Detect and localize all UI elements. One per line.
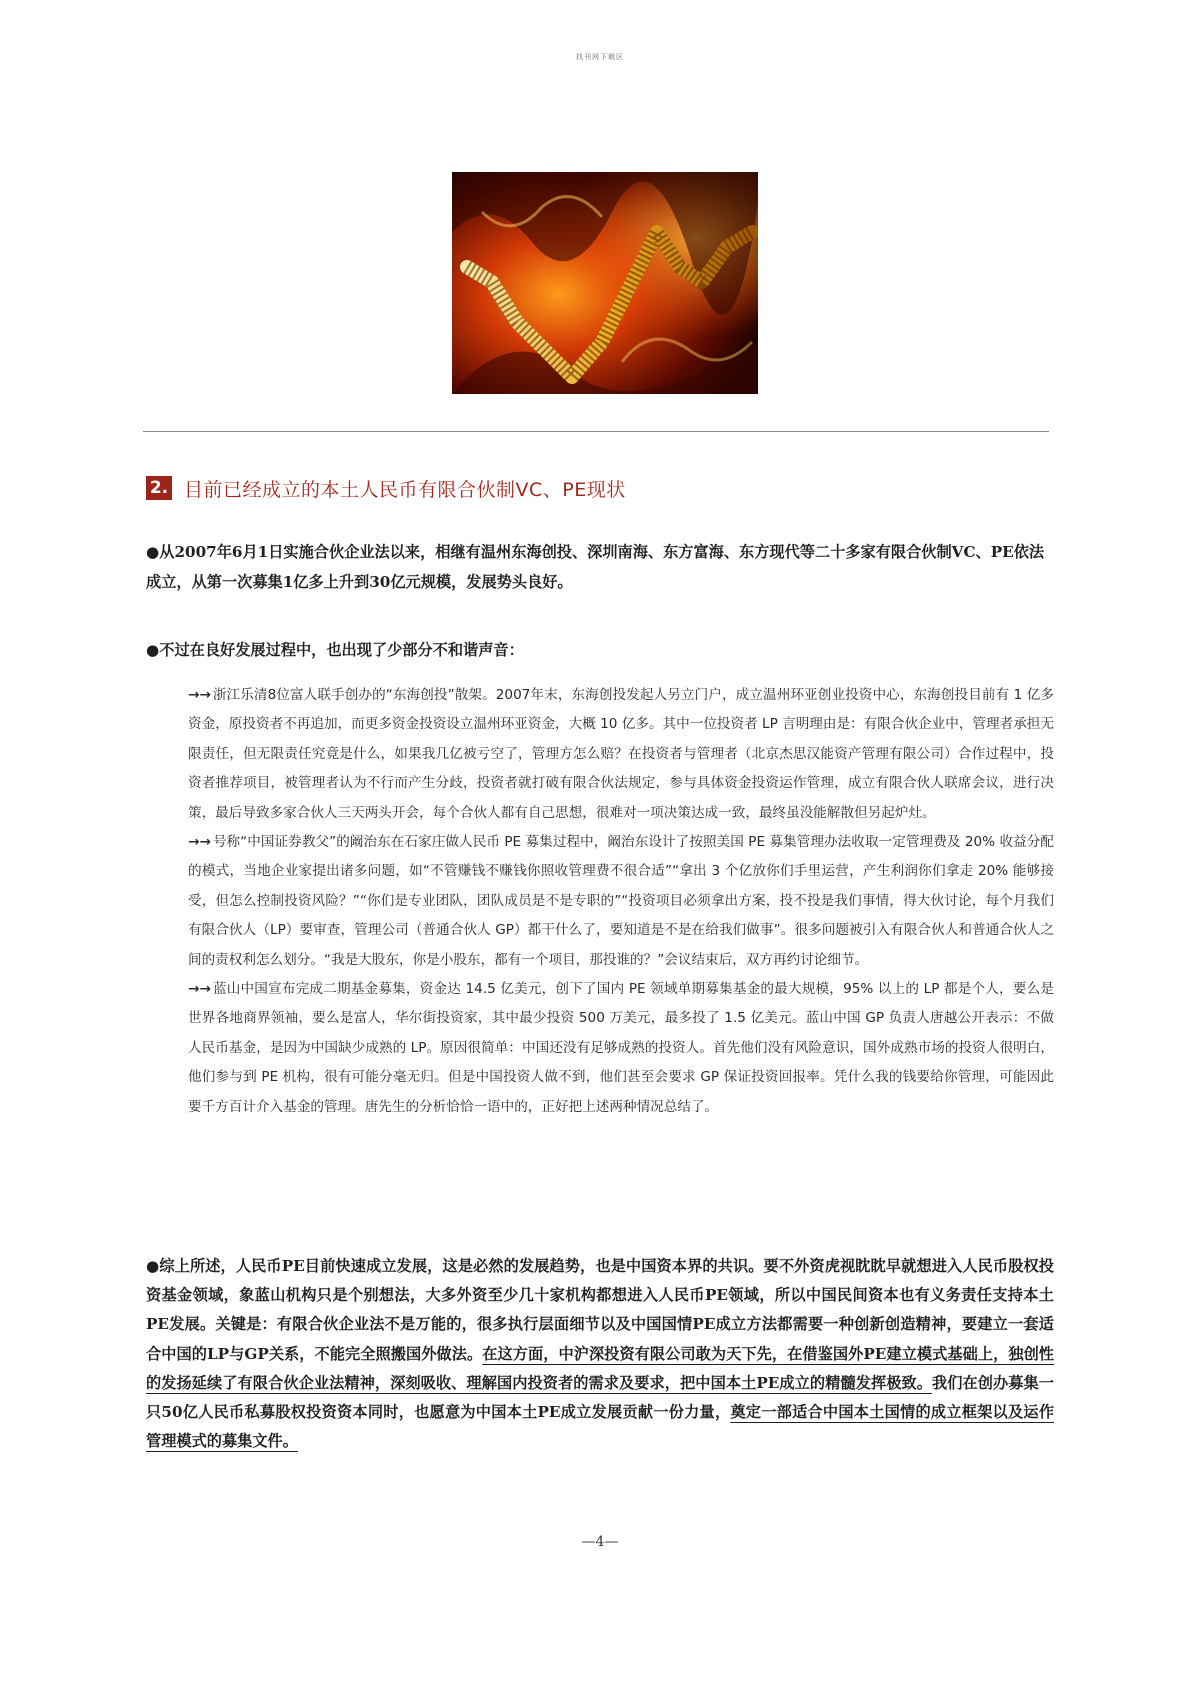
conclusion-text: 我们在创办募集一只50亿人民币私募股权投资资本同时，也愿意为中国本土PE成立发展贡献一份力量，	[146, 1373, 1054, 1422]
arrow-icon: →→	[188, 834, 211, 851]
arrow-icon: →→	[188, 981, 211, 998]
case-item	[188, 681, 1054, 828]
paragraph-conclusion	[146, 1252, 1054, 1456]
case-text: 浙江乐清8位富人联手创办的“东海创投”散架。2007年末，东海创投发起人另立门户，成立温州环亚创业投资中心，东海创投目前有 1 亿多资金，原投资者不再追加，而更多资金投资设立温州环亚资金，大概 10 亿多。其中一位投资者 LP 言明理由是：有限合伙企业中，管理者承担无限责任，但无限责任究竟是什么，如果我几亿被亏空了，管理方怎么赔？在投资者与管理者（北京杰思汉能资产管理有限公司）合作过程中，投资者推荐项目，被管理者认为不行而产生分歧，投资者就打破有限合伙法规定，参与具体资金投资运作管理，成立有限合伙人联席会议，进行决策，最后导致多家合伙人三天两头开会，每个合伙人都有自己思想，很难对一项决策达成一致，最终虽没能解散但另起炉灶。	[188, 687, 1054, 821]
page-number: —4—	[581, 1534, 619, 1550]
case-item	[188, 828, 1054, 975]
case-list	[188, 681, 1054, 1122]
section-number-badge: 2.	[146, 476, 172, 500]
stock-chart-fire-image	[452, 172, 758, 394]
section-heading	[146, 475, 626, 501]
conclusion-underlined-text: 奠定一部适合中国本土国情的成立框架以及运作管理模式的募集文件。	[146, 1403, 1054, 1451]
header-watermark: 找刊网下载区	[576, 53, 624, 61]
horizontal-divider	[143, 431, 1049, 432]
paragraph-discord: ●不过在良好发展过程中，也出现了少部分不和谐声音：	[146, 641, 524, 659]
case-text: 蓝山中国宣布完成二期基金募集，资金达 14.5 亿美元，创下了国内 PE 领域单期募集基金的最大规模，95% 以上的 LP 都是个人，要么是世界各地商界领袖，要么是富人，华尔街投资家，其中最少投资 500 万美元，最多投了 1.5 亿美元。蓝山中国 GP 负责人唐越公开表示：不做人民币基金，是因为中国缺少成熟的 LP。原因很简单：中国还没有足够成熟的投资人。首先他们没有风险意识，国外成熟市场的投资人很明白，他们参与到 PE 机构，很有可能分毫无归。但是中国投资人做不到，他们甚至会要求 GP 保证投资回报率。凭什么我的钱要给你管理，可能因此要千方百计介入基金的管理。唐先生的分析恰恰一语中的，正好把上述两种情况总结了。	[188, 981, 1054, 1115]
arrow-icon: →→	[188, 687, 211, 703]
section-title: 目前已经成立的本土人民币有限合伙制VC、PE现状	[184, 478, 626, 501]
conclusion-underlined-text: 在这方面，中沪深投资有限公司敢为天下先，在借鉴国外PE建立模式基础上，独创性的发扬延续了有限合伙企业法精神，深刻吸收、理解国内投资者的需求及要求，把中国本土PE成立的精髓发挥极致。	[146, 1344, 1054, 1392]
case-item	[188, 975, 1054, 1122]
case-text: 号称“中国证券教父”的阚治东在石家庄做人民币 PE 募集过程中，阚治东设计了按照美国 PE 募集管理办法收取一定管理费及 20% 收益分配的模式，当地企业家提出诸多问题，如“不管赚钱不赚钱你照收管理费不很合适”“拿出 3 个亿放你们手里运营，产生利润你们拿走 20% 能够接受，但怎么控制投资风险？”“你们是专业团队，团队成员是不是专职的”“投资项目必须拿出方案，投不投是我们事情，得大伙讨论，每个月我们有限合伙人（LP）要审查，管理公司（普通合伙人 GP）都干什么了，要知道是不是在给我们做事”。很多问题被引入有限合伙人和普通合伙人之间的责权利怎么划分。“我是大股东，你是小股东，都有一个项目，那投谁的？”会议结束后，双方再约讨论细节。	[188, 834, 1054, 968]
paragraph-intro: ●从2007年6月1日实施合伙企业法以来，相继有温州东海创投、深圳南海、东方富海、东方现代等二十多家有限合伙制VC、PE依法成立，从第一次募集1亿多上升到30亿元规模，发展势头良好。	[146, 543, 1045, 591]
conclusion-text: ●综上所述，人民币PE目前快速成立发展，这是必然的发展趋势，也是中国资本界的共识。要不外资虎视眈眈早就想进入人民币股权投资基金领域，象蓝山机构只是个别想法，大多外资至少几十家机构都想进入人民币PE领域，所以中国民间资本也有义务责任支持本土PE发展。关键是：有限合伙企业法不是万能的，很多执行层面细节以及中国国情PE成立方法都需要一种创新创造精神，要建立一套适合中国的LP与GP关系，不能完全照搬国外做法。	[146, 1257, 1054, 1363]
